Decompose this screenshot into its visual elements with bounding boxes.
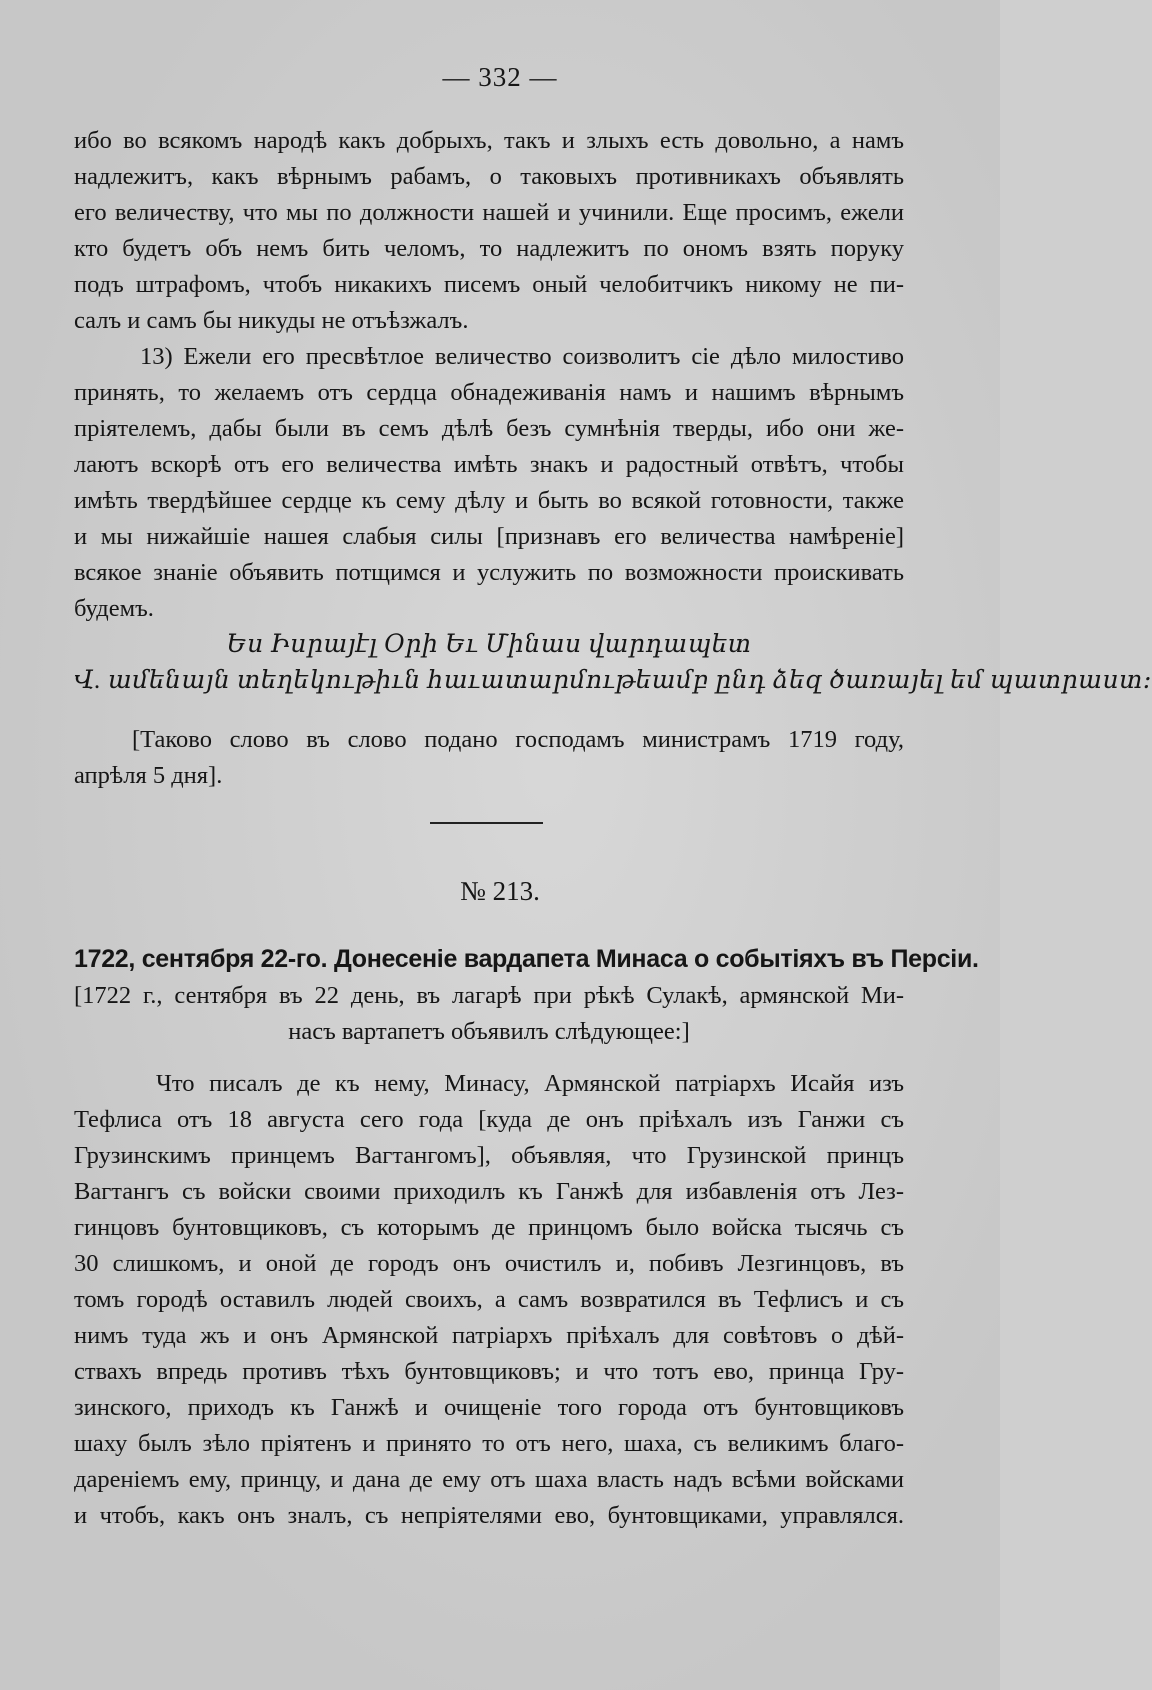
document-heading: 1722, сентября 22-го. Донесеніе вардапета Минаса о событіяхъ въ Персіи. xyxy=(74,945,979,973)
text-line: [1722 г., сентября въ 22 день, въ лагарѣ при рѣкѣ Сулакѣ, армянской Ми- xyxy=(74,982,904,1009)
document-number: № 213. xyxy=(460,876,540,906)
text-line: надлежитъ, какъ вѣрнымъ рабамъ, о таковыхъ противникахъ объявлять xyxy=(74,163,904,190)
paragraph-3 xyxy=(74,1066,904,1534)
text-line: шаху былъ зѣло пріятенъ и принято то отъ него, шаха, съ великимъ благо- xyxy=(74,1430,904,1457)
text-line: имѣть твердѣйшее сердце къ сему дѣлу и быть во всякой готовности, также xyxy=(74,487,904,514)
document-heading-block xyxy=(74,941,979,977)
text-line: и мы нижайшіе нашея слабыя силы [признавъ его величества намѣреніе] xyxy=(74,523,904,550)
text-line: зинского, приходъ къ Ганжѣ и очищеніе того города отъ бунтовщиковъ xyxy=(74,1394,904,1421)
text-line: гинцовъ бунтовщиковъ, съ которымъ де принцомъ было войска тысячь съ xyxy=(74,1214,904,1241)
text-line: кто будетъ объ немъ бить челомъ, то надлежитъ по ономъ взять поруку xyxy=(74,235,904,262)
section-divider xyxy=(430,822,543,824)
editorial-note xyxy=(74,722,904,794)
text-line: Тефлиса отъ 18 августа сего года [куда де онъ пріѣхалъ изъ Ганжи съ xyxy=(74,1106,904,1133)
paragraph-2 xyxy=(74,339,904,627)
text-line: принять, то желаемъ отъ сердца обнадеживанія намъ и нашимъ вѣрнымъ xyxy=(74,379,904,406)
paragraph-1 xyxy=(74,123,904,339)
text-line: его величеству, что мы по должности нашей и учинили. Еще просимъ, ежели xyxy=(74,199,904,226)
text-line: ибо во всякомъ народѣ какъ добрыхъ, такъ и злыхъ есть довольно, а намъ xyxy=(74,127,904,154)
text-line: апрѣля 5 дня]. xyxy=(74,762,223,789)
text-line: пріятелемъ, дабы были въ семъ дѣлѣ безъ сумнѣнія тверды, ибо они же- xyxy=(74,415,904,442)
text-line: салъ и самъ бы никуды не отъѣзжалъ. xyxy=(74,307,469,334)
text-line: Что писалъ де къ нему, Минасу, Армянской патріархъ Исайя изъ xyxy=(156,1070,904,1097)
text-line: Вагтангъ съ войски своими приходилъ къ Ганжѣ для избавленія отъ Лез- xyxy=(74,1178,904,1205)
text-line: дареніемъ ему, принцу, и дана де ему отъ шаха власть надъ всѣми войсками xyxy=(74,1466,904,1493)
text-line: нимъ туда жъ и онъ Армянской патріархъ пріѣхалъ для совѣтовъ о дѣй- xyxy=(74,1322,904,1349)
text-line: [Таково слово въ слово подано господамъ министрамъ 1719 году, xyxy=(132,726,904,753)
text-line: будемъ. xyxy=(74,595,154,622)
text-line: Грузинскимъ принцемъ Вагтангомъ], объявляя, что Грузинской принцъ xyxy=(74,1142,904,1169)
armenian-line: Վ. ամենայն տեղեկութիւն հաւատարմութեամբ ընդ ձեզ ծառայել եմ պատրաստ։ xyxy=(74,667,1152,694)
text-line: ствахъ впредь противъ тѣхъ бунтовщиковъ; и что тотъ ево, принца Гру- xyxy=(74,1358,904,1385)
text-line: лаютъ вскорѣ отъ его величества имѣть знакъ и радостный отвѣтъ, чтобы xyxy=(74,451,904,478)
text-line: всякое знаніе объявить потщимся и услужить по возможности проискивать xyxy=(74,559,904,586)
text-line: подъ штрафомъ, чтобъ никакихъ писемъ оный челобитчикъ никому не пи- xyxy=(74,271,904,298)
armenian-signature xyxy=(74,627,1152,699)
armenian-line: Ես Իսրայէլ Օրի Եւ Մինաս վարդապետ xyxy=(226,631,752,658)
document-intro xyxy=(74,978,904,1050)
text-line: 30 слишкомъ, и оной де городъ онъ очистилъ и, побивъ Лезгинцовъ, въ xyxy=(74,1250,904,1277)
text-line: томъ городѣ оставилъ людей своихъ, а самъ возвратился въ Тефлисъ и съ xyxy=(74,1286,904,1313)
page-number: — 332 — xyxy=(442,62,558,92)
text-line: 13) Ежели его пресвѣтлое величество соизволитъ сіе дѣло милостиво xyxy=(140,343,904,370)
text-line: и чтобъ, какъ онъ зналъ, съ непріятелями ево, бунтовщиками, управлялся. xyxy=(74,1502,904,1529)
text-line: насъ вартапетъ объявилъ слѣдующее:] xyxy=(288,1018,690,1045)
